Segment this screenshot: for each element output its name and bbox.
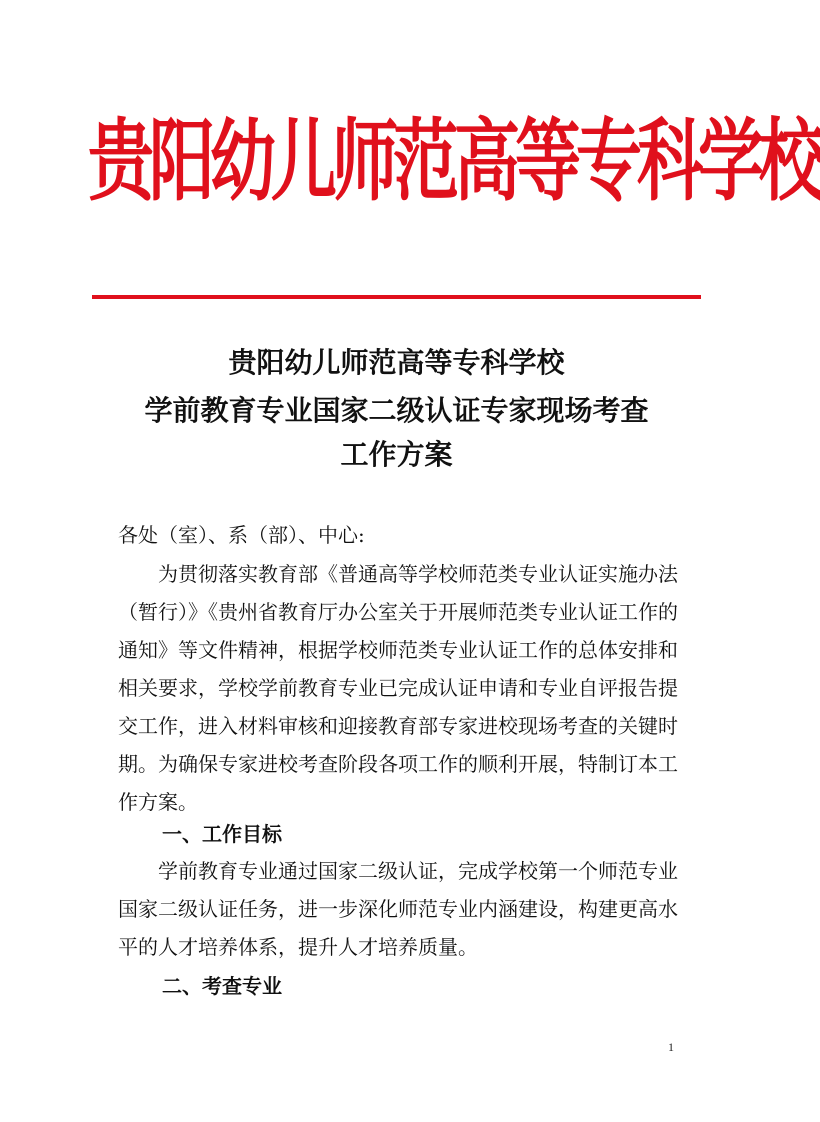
section-heading-inspected-major: 二、考查专业 — [162, 974, 282, 998]
document-title-line-2: 学前教育专业国家二级认证专家现场考查 — [144, 394, 649, 427]
intro-paragraph: 为贯彻落实教育部《普通高等学校师范类专业认证实施办法（暂行）》《贵州省教育厅办公室关于开展师范类专业认证工作的通知》等文件精神，根据学校师范类专业认证工作的总体安排和相关要求，学校学前教育专业已完成认证申请和专业自评报告提交工作，进入材料审核和迎接教育部专家进校现场考查的关键时期。为确保专家进校考查阶段各项工作的顺利开展，特制订本工作方案。 — [118, 562, 678, 814]
masthead-red-rule — [92, 295, 701, 299]
page-number: 1 — [668, 1040, 674, 1054]
work-goal-paragraph: 学前教育专业通过国家二级认证，完成学校第一个师范专业国家二级认证任务，进一步深化师范专业内涵建设，构建更高水平的人才培养体系，提升人才培养质量。 — [118, 859, 678, 959]
section-heading-work-goal: 一、工作目标 — [162, 822, 282, 846]
document-title-line-1: 贵阳幼儿师范高等专科学校 — [228, 346, 565, 379]
document-title-line-3: 工作方案 — [340, 438, 453, 471]
masthead-title: 贵阳幼儿师范高等专科学校 — [88, 108, 820, 214]
salutation: 各处（室）、系（部）、中心: — [118, 523, 365, 547]
